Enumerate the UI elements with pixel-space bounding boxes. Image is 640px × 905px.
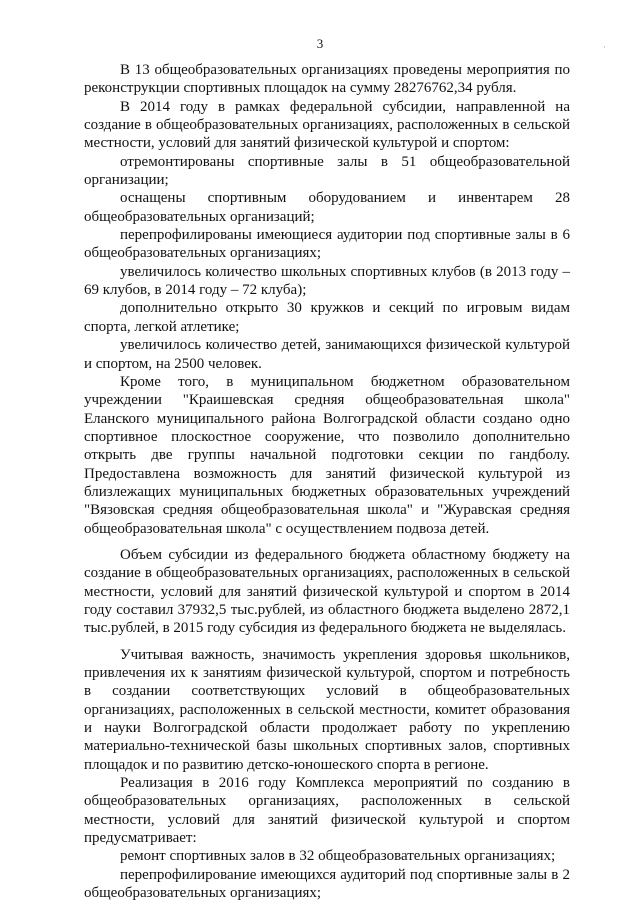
paragraph-children-count: увеличилось количество детей, занимающихся физической культурой и спортом, на 2500 человек.: [84, 337, 570, 372]
paragraph-gym-repairs-2016: ремонт спортивных залов в 32 общеобразовательных организациях;: [120, 848, 556, 865]
paragraph-subsidy-intro: В 2014 году в рамках федеральной субсидии, направленной на создание в общеобразовательных организациях, расположенных в сельской местности, условий для занятий физической культурой и спортом:: [84, 98, 570, 152]
paragraph-repurposed-rooms: перепрофилированы имеющиеся аудитории под спортивные залы в 6 общеобразовательных организациях;: [84, 227, 570, 262]
paragraph-kraishevskaya-school: Кроме того, в муниципальном бюджетном образовательном учреждении "Краишевская средняя общеобразовательная школа" Еланского муниципального района Волгоградской области создано одно спортивное плоскостное сооружение, что позволило дополнительно открыть две группы начальной подготовки секции по гандболу. Предоставлена возможность для занятий физической культурой из близлежащих муниципальных бюджетных образовательных учреждений "Вязовская средняя общеобразовательная школа" и "Журавская средняя общеобразовательная школа" с осуществлением подвоза детей.: [84, 373, 570, 537]
paragraph-importance: Учитывая важность, значимость укрепления здоровья школьников, привлечения их к занятиям физической культурой, спортом и потребность в создании соответствующих условий в общеобразовательных организациях, расположенных в сельской местности, комитет образования и науки Волгоградской области продолжает работу по укреплению материально-технической базы школьных спортивных залов, спортивных площадок и по развитию детско-юношеского спорта в регионе.: [84, 646, 570, 773]
paragraph-new-sections: дополнительно открыто 30 кружков и секций по игровым видам спорта, легкой атлетике;: [84, 300, 570, 335]
margin-mark: ·: [603, 42, 606, 52]
paragraph-repurposing-2016: перепрофилирование имеющихся аудиторий под спортивные залы в 2 общеобразовательных организациях;: [84, 866, 570, 902]
page-number: 3: [316, 36, 324, 51]
paragraph-reconstruction: В 13 общеобразовательных организациях проведены мероприятия по реконструкции спортивных площадок на сумму 28276762,34 рубля.: [84, 62, 570, 97]
document-body: [84, 61, 570, 902]
paragraph-2016-plan: Реализация в 2016 году Комплекса мероприятий по созданию в общеобразовательных организациях, расположенных в сельской местности, условий для занятий физической культурой и спортом предусматривает:: [84, 775, 570, 847]
paragraph-equipment: оснащены спортивным оборудованием и инвентарем 28 общеобразовательных организаций;: [84, 190, 570, 225]
paragraph-sport-clubs: увеличилось количество школьных спортивных клубов (в 2013 году – 69 клубов, в 2014 году – 72 клуба);: [84, 263, 570, 299]
paragraph-subsidy-volume: Объем субсидии из федерального бюджета областному бюджету на создание в общеобразовательных организациях, расположенных в сельской местности, условий для занятий физической культурой и спортом в 2014 году составил 37932,5 тыс.рублей, из областного бюджета выделено 2872,1 тыс.рублей, в 2015 году субсидия из федерального бюджета не выделялась.: [84, 546, 570, 637]
paragraph-repaired-gyms: отремонтированы спортивные залы в 51 общеобразовательной организации;: [84, 153, 570, 189]
